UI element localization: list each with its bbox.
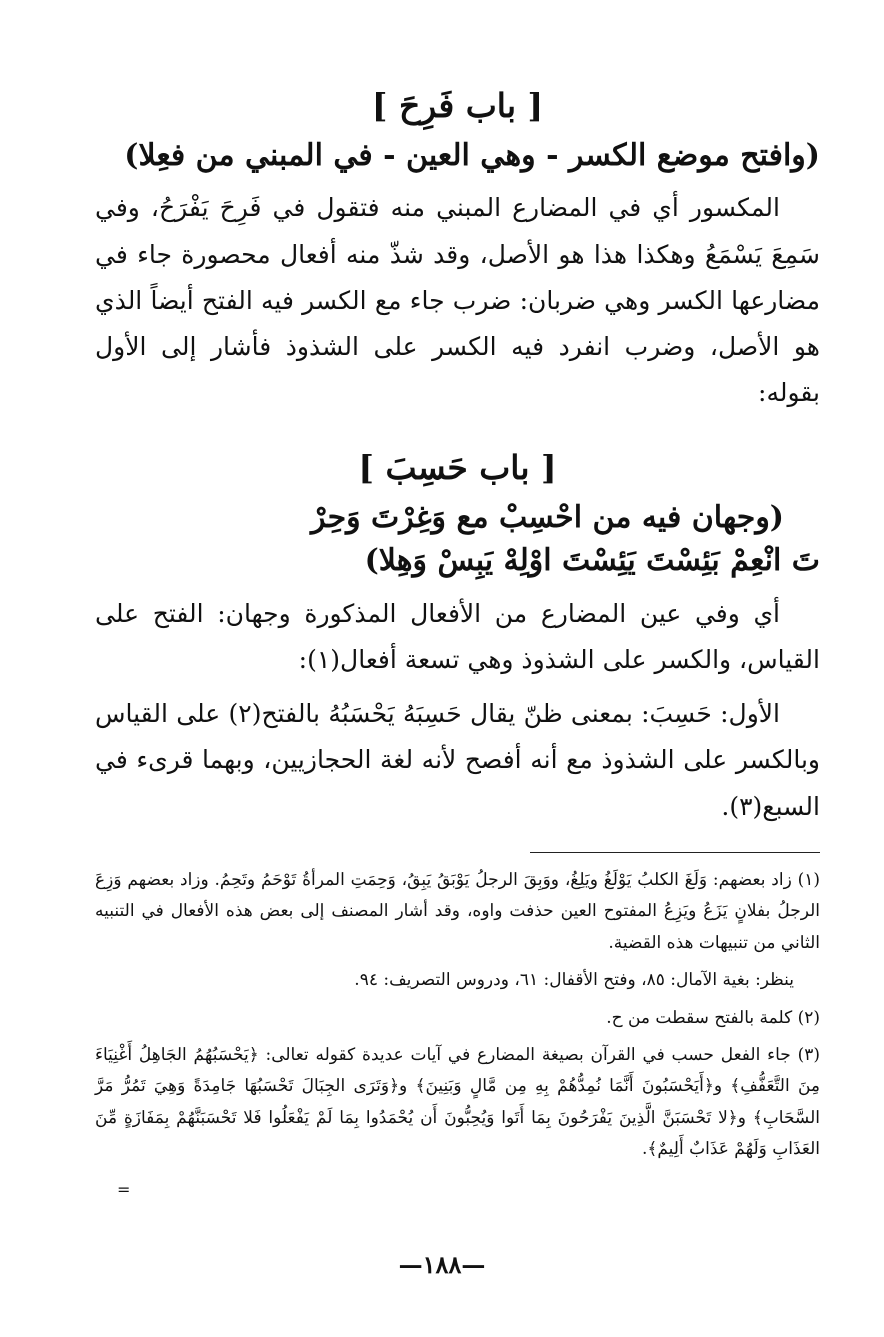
footnote-2: (٢) كلمة بالفتح سقطت من ح.	[606, 1007, 820, 1028]
section-heading-bab-faraha: [ باب فَرِحَ ]	[371, 86, 544, 125]
verse-faraha: (وافتح موضع الكسر - وهي العين - في المبني من فعِلا)	[124, 137, 820, 173]
paragraph-first-verb: الأول: حَسِبَ: بمعنى ظنّ يقال حَسِبَهُ يَحْسَبُهُ بالفتح(٢) على القياس وبالكسر على الشذوذ مع أنه أفصح لأنه لغة الحجازيين، وبهما قرىء في السبع(٣).	[95, 699, 820, 821]
page-number: —١٨٨—	[398, 1250, 486, 1279]
bottom-mark: =	[117, 1180, 131, 1199]
footnote-3: (٣) جاء الفعل حسب في القرآن بصيغة المضارع في آيات عديدة كقوله تعالى: ﴿يَحْسَبُهُمُ الجَاهِلُ أَغْنِيَاءَ مِنَ التَّعَفُّفِ﴾ و﴿أَيَحْسَبُونَ أَنَّمَا نُمِدُّهُمْ بِهِ مِن مَّالٍ وَبَنِينَ﴾ و﴿وَتَرَى الجِبَالَ تَحْسَبُهَا جَامِدَةً وَهِيَ تَمُرُّ مَرَّ السَّحَابِ﴾ و﴿لا تَحْسَبَنَّ الَّذِينَ يَفْرَحُونَ بِمَا أَتَوا وَيُحِبُّونَ أَن يُحْمَدُوا بِمَا لَمْ يَفْعَلُوا فَلا تَحْسَبَنَّهُمْ بِمَفَازَةٍ مِّنَ العَذَابِ وَلَهُمْ عَذَابٌ أَلِيمٌ﴾.	[95, 1044, 820, 1160]
paragraph-hasiba-commentary: أي وفي عين المضارع من الأفعال المذكورة وجهان: الفتح على القياس، والكسر على الشذوذ وهي تسعة أفعال(١):	[95, 598, 820, 674]
footnote-1-references: ينظر: بغية الآمال: ٨٥، وفتح الأقفال: ٦١، ودروس التصريف: ٩٤.	[354, 970, 794, 991]
page-body	[95, 60, 820, 1172]
footnote-1: (١) زاد بعضهم: وَلَغَ الكلبُ يَوْلَغُ ويَلِغُ، ووَبِقَ الرجلُ يَوْبَقُ يَبِقُ، وَحِمَتِ المرأةُ تَوْحَمُ وتَحِمُ. وزاد بعضهم وَزِعَ الرجلُ بفلانٍ يَزَعُ ويَزِعُ المفتوح العين حذفت واوه، وقد أشار المصنف إلى بعض هذه الأفعال في التنبيه الثاني من تنبيهات هذه القضية.	[95, 869, 820, 953]
footnote-divider	[530, 852, 820, 853]
verse-hasiba-line-1: (وجهان فيه من احْسِبْ مع وَغِرْتَ وَحِرْ	[311, 499, 784, 535]
paragraph-faraha-commentary: المكسور أي في المضارع المبني منه فتقول في فَرِحَ يَفْرَحُ، وفي سَمِعَ يَسْمَعُ وهكذا هذا هو الأصل، وقد شذّ منه أفعال محصورة جاء في مضارعها الكسر وهي ضربان: ضرب جاء مع الكسر فيه الفتح أيضاً الذي هو الأصل، وضرب انفرد فيه الكسر على الشذوذ فأشار إلى الأول بقوله:	[95, 193, 820, 408]
section-heading-bab-hasiba: [ باب حَسِبَ ]	[358, 447, 557, 487]
verse-hasiba-line-2: تَ انْعِمْ بَئِسْتَ يَئِسْتَ اوْلِهْ يَبِسْ وَهِلا)	[364, 543, 820, 579]
footnotes	[95, 865, 820, 1166]
